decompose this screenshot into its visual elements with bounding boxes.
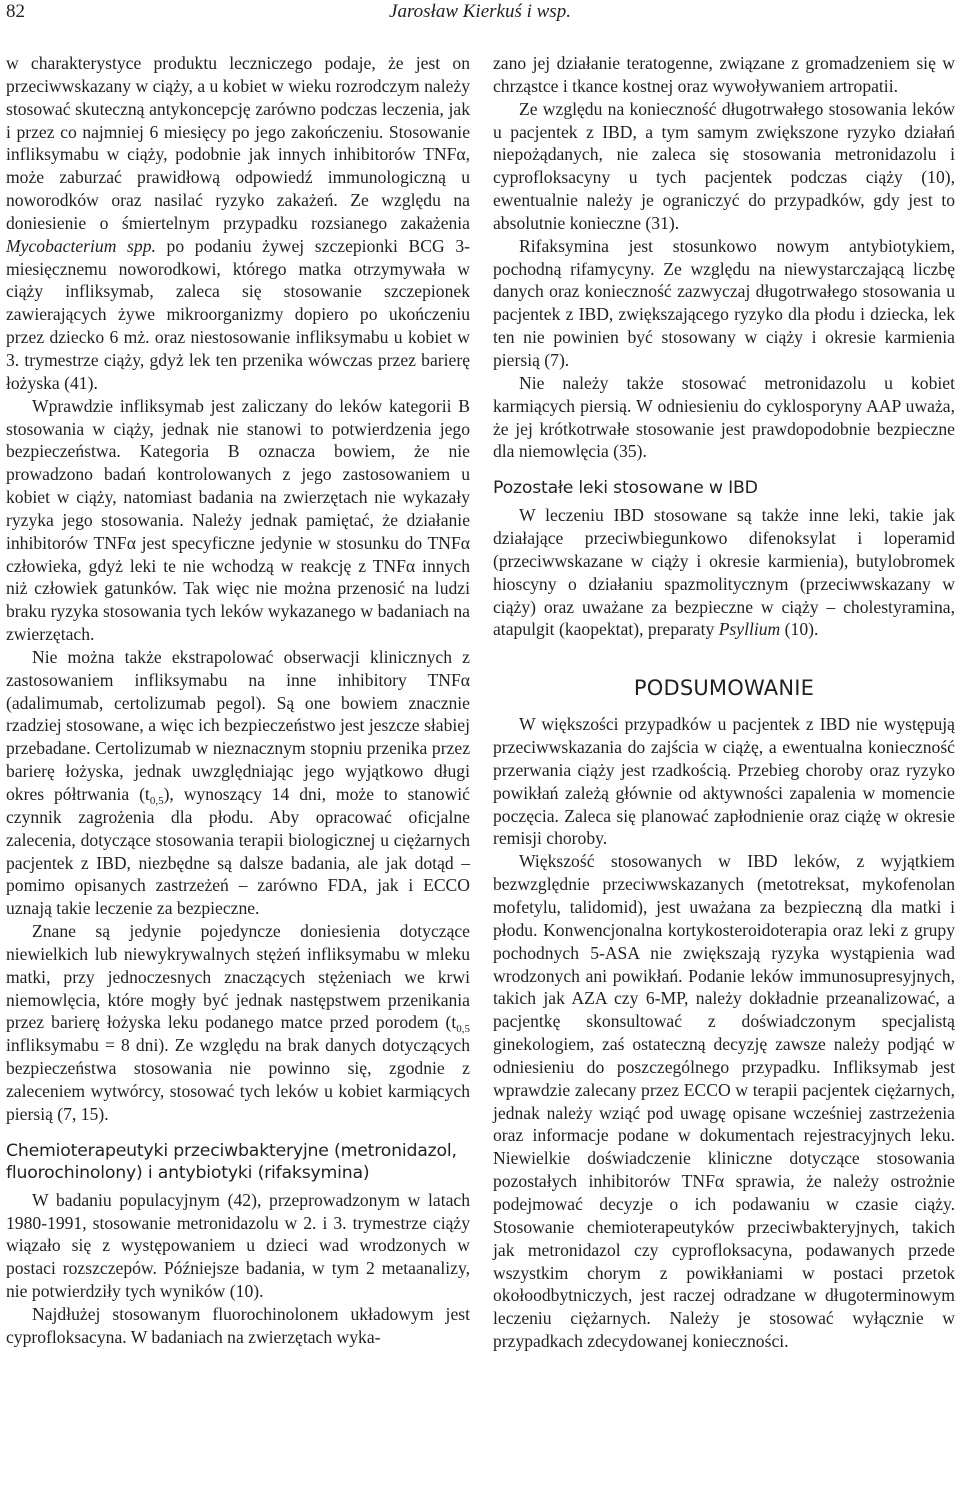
left-column	[6, 52, 470, 1349]
paragraph: Rifaksymina jest stosunkowo nowym antybiotykiem, pochodną rifamycyny. Ze względu na niewystarczającą liczbę danych oraz konieczność zazwyczaj długotrwałego stosowania u pacjentek z IBD, zwiększającego ryzyko dla płodu i dziecka, lek ten nie powinien być stosowany w ciąży i okresie karmienia piersią (7).	[493, 235, 955, 370]
italic-term: Psyllium	[718, 619, 781, 640]
paragraph: Ze względu na konieczność długotrwałego stosowania leków u pacjentek z IBD, a tym samym zwiększone ryzyko działań niepożądanych, nie zaleca się stosowania metronidazolu i cyprofloksacyny u tych pacjentek podczas ciąży (10), ewentualnie należy je ograniczyć do przypadków, gdy jest to absolutnie konieczne (31).	[493, 98, 955, 233]
text-run: infliksymabu = 8 dni). Ze względu na brak danych dotyczących bezpieczeństwa stosowania nie powinno się, zgodnie z zaleceniem wytwórcy, stosować tych leków u kobiet karmiących piersią (7, 15).	[6, 1035, 470, 1124]
subscript: 0,5	[456, 1023, 470, 1036]
paragraph	[6, 920, 470, 1126]
section-heading-chemotherapeutics: Chemioterapeutyki przeciwbakteryjne (metronidazol, fluorochinolony) i antybiotyki (rifaksymina)	[6, 1140, 457, 1183]
paragraph: Najdłużej stosowanym fluorochinolonem układowym jest cyprofloksacyna. W badaniach na zwierzętach wyka-	[6, 1303, 470, 1347]
paragraph: W większości przypadków u pacjentek z IBD nie występują przeciwwskazania do zajścia w ciążę, a ewentualna konieczność przerwania ciąży jest rzadkością. Przebieg choroby oraz ryzyko powikłań zależą głównie od aktywności zapalenia w momencie poczęcia. Zaleca się planować zapłodnienie oraz ciążę w okresie remisji choroby.	[493, 714, 955, 849]
section-heading-other-drugs: Pozostałe leki stosowane w IBD	[493, 478, 758, 499]
italic-term: Mycobacterium spp.	[6, 235, 156, 256]
right-column	[493, 52, 955, 1353]
paragraph: Większość stosowanych w IBD leków, z wyjątkiem bezwzględnie przeciwwskazanych (metotreksat, mykofenolan mofetylu, talidomid), jest uważana za bezpieczną dla matki i płodu. Konwencjonalna kortykosteroidoterapia oraz leki z grupy pochodnych 5-ASA nie zwiększają ryzyka wystąpienia wad wrodzonych ani powikłań. Podanie leków immunosupresyjnych, takich jak AZA czy 6-MP, należy dokładnie przeanalizować, a pacjentkę skonsultować z doświadczonym specjalistą ginekologiem, zaś ostateczną decyzję zawsze należy podjąć w odniesieniu do poszczególnego przypadku. Infliksymab jest wprawdzie zalecany przez ECCO w terapii pacjentek ciężarnych, jednak należy wziąć pod uwagę opisane wcześniej zastrzeżenia oraz informacje podane w dokumentach rejestracyjnych leku. Niewielkie doświadczenie kliniczne dotyczące stosowania pozostałych inhibitorów TNFα sprawia, że należy ostrożnie podejmować decyzje o ich podawaniu w czasie ciąży. Stosowanie chemioterapeutyków przeciwbakteryjnych, takich jak metronidazol czy cyprofloksacyna, podawanych przede wszystkim chorym z powikłaniami w postaci przetok okołoodbytniczych, jest raczej odradzane w długoterminowym leczeniu ciężarnych. Należy je stosować wyłącznie w przypadkach zdecydowanej konieczności.	[493, 851, 955, 1352]
text-run: Znane są jedynie pojedyncze doniesienia dotyczące niewielkich lub niewykrywalnych stężeń infliksymabu w mleku matki, przy jednoczesnych znaczących stężeniach we krwi niemowlęcia, które mogły być jednak następstwem przenikania przez barierę łożyska leku podanego matce przed porodem (t	[6, 921, 470, 1033]
text-run: w charakterystyce produktu leczniczego podaje, że jest on przeciwwskazany w ciąży, a u kobiet w wieku rozrodczym należy stosować skuteczną antykoncepcję zarówno podczas leczenia, jak i przez co najmniej 6 miesięcy po jego zakończeniu. Stosowanie infliksymabu w ciąży, podobnie jak innych inhibitorów TNFα, może zaburzać prawidłową odpowiedź immunologiczną u noworodków oraz nasilać ryzyko zakażeń. Ze względu na doniesienie o śmiertelnym przypadku rozsianego zakażenia	[6, 53, 470, 233]
page-number: 82	[6, 1, 25, 22]
paragraph: Wprawdzie infliksymab jest zaliczany do leków kategorii B stosowania w ciąży, jednak nie stanowi to potwierdzenia jego bezpieczeństwa. Kategoria B oznacza bowiem, że nie prowadzono badań kontrolowanych z jego zastosowaniem u kobiet w ciąży, natomiast badania na zwierzętach nie wykazały ryzyka jego stosowania. Należy jednak pamiętać, że działanie inhibitorów TNFα jest specyficzne jedynie w stosunku do TNFα człowieka, gdyż leki te nie wchodzą w reakcję z TNFα innych niż człowiek gatunków. Tak więc nie można przenosić na ludzi braku ryzyka stosowania tych leków wykazanego w badaniach na zwierzętach.	[6, 395, 470, 645]
running-title: Jarosław Kierkuś i wsp.	[389, 1, 571, 22]
paragraph	[6, 646, 470, 920]
section-heading-summary: PODSUMOWANIE	[633, 676, 815, 701]
paragraph: zano jej działanie teratogenne, związane z gromadzeniem się w chrząstce i tkance kostnej oraz wywoływaniem artropatii.	[493, 53, 955, 96]
paragraph	[493, 504, 955, 641]
paragraph: W badaniu populacyjnym (42), przeprowadzonym w latach 1980-1991, stosowanie metronidazolu w 2. i 3. trymestrze ciąży wiązało się z występowaniem u dzieci wad wrodzonych w postaci rozszczepów. Późniejsze badania, w tym 2 metaanalizy, nie potwierdziły tych wyników (10).	[6, 1189, 470, 1302]
subscript: 0,5	[149, 795, 164, 807]
text-run: po podaniu żywej szczepionki BCG 3-miesięcznemu noworodkowi, którego matka otrzymywała w ciąży infliksymab, zaleca się stosowanie szczepionek zawierających żywe mikroorganizmy dopiero po ukończeniu przez dziecko 6 mż. oraz niestosowanie infliksymabu u kobiet w 3. trymestrze ciąży, gdyż lek ten przenika wówczas przez barierę łożyska (41).	[6, 235, 470, 393]
text-run: (10).	[780, 619, 819, 640]
text-run: W leczeniu IBD stosowane są także inne leki, takie jak działające przeciwbiegunkowo difenoksylat i loperamid (przeciwwskazane w ciąży i okresie karmienia), butylobromek hioscyny o działaniu spazmolitycznym (przeciwwskazany w ciąży) oraz uważane za bezpieczne w ciąży – cholestyramina, atapulgit (kaopektat), preparaty	[493, 505, 955, 640]
paragraph	[6, 52, 470, 395]
paragraph: Nie należy także stosować metronidazolu u kobiet karmiących piersią. W odniesieniu do cyklosporyny AAP uważa, że jej krótkotrwałe stosowanie jest prawdopodobnie bezpieczne dla niemowlęcia (35).	[493, 372, 955, 462]
text-run: Nie można także ekstrapolować obserwacji klinicznych z zastosowaniem infliksymabu na inne inhibitory TNFα (adalimumab, certolizumab pegol). Są one bowiem znacznie rzadziej stosowane, a więc ich bezpieczeństwo jest jeszcze słabiej przebadane. Certolizumab w nieznacznym stopniu przenika przez barierę łożyska, jednak uwzględniając jego wyjątkowo długi okres półtrwania (t	[6, 646, 470, 804]
text-run: ), wynoszący 14 dni, może to stanowić czynnik zagrożenia dla płodu. Aby opracować oficjalne zalecenia, dotyczące stosowania terapii biologicznej u ciężarnych pacjentek z IBD, niezbędne są dalsze badania, ale jak dotąd – pomimo opisanych zastrzeżeń – zarówno FDA, jak i ECCO uznają takie leczenie za bezpieczne.	[6, 784, 470, 919]
